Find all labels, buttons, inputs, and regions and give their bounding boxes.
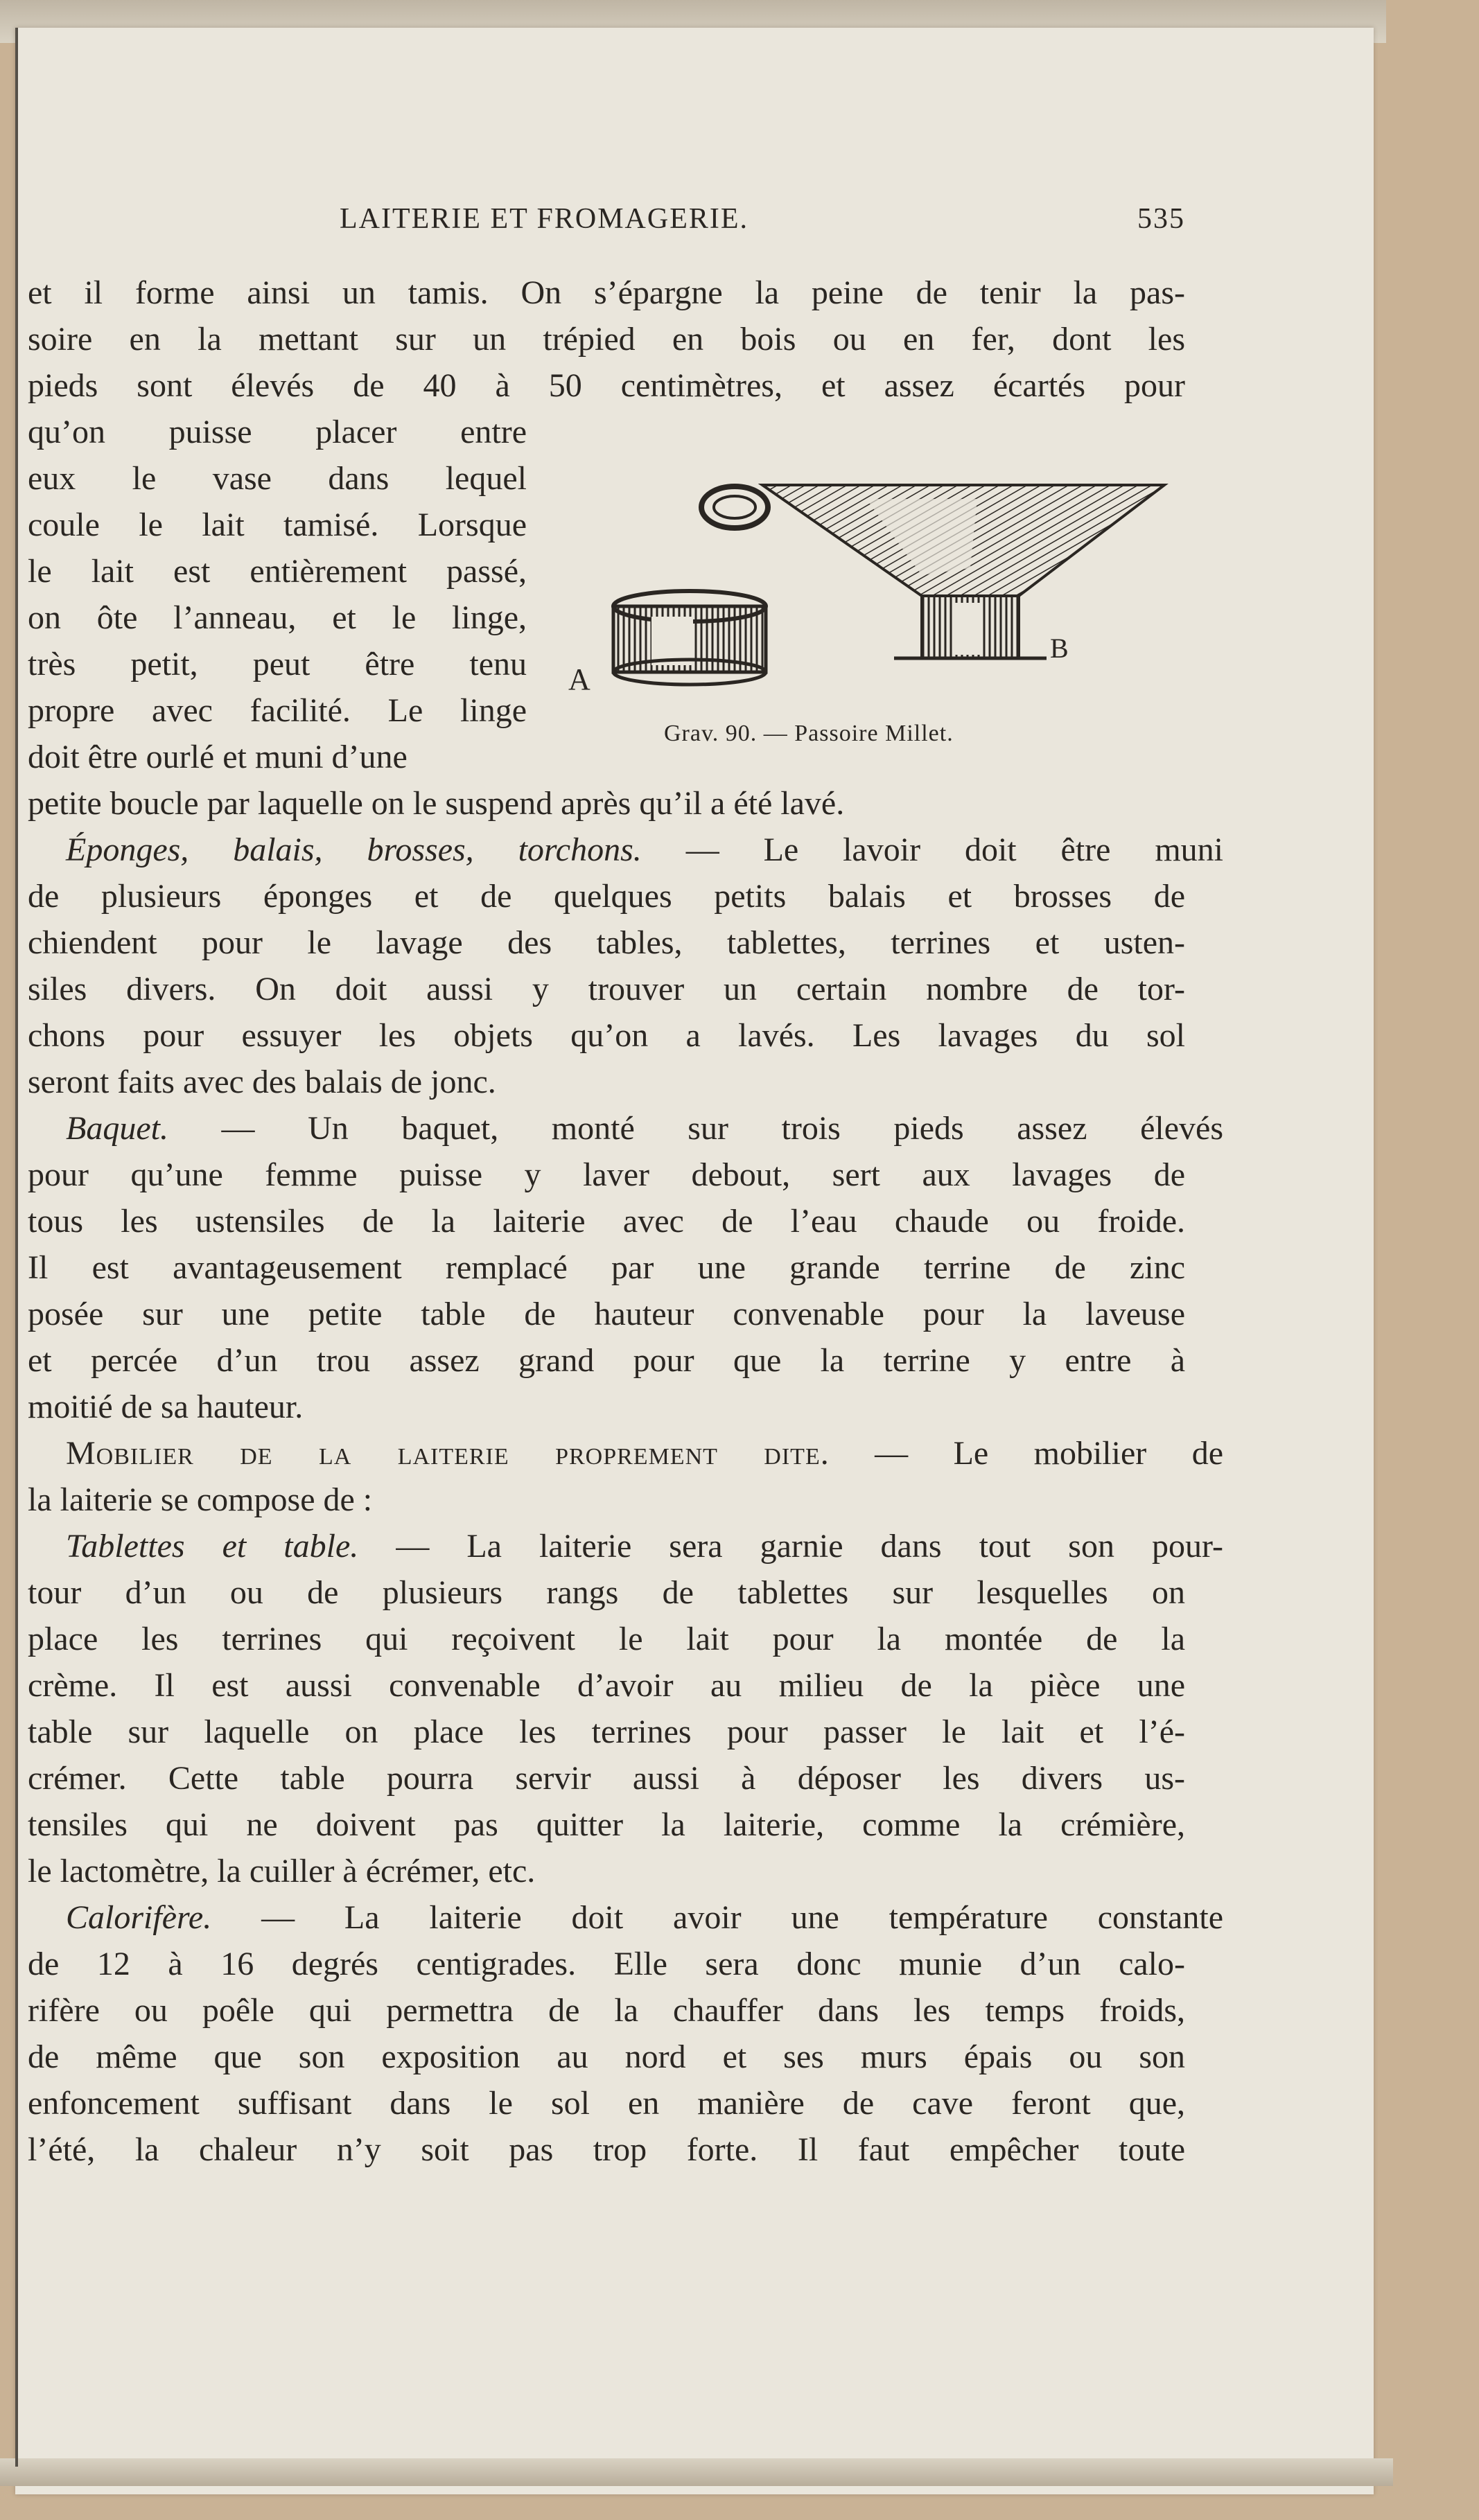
paragraph-lead-line	[28, 1106, 1223, 1152]
text-line: on ôte l’anneau, et le linge,	[28, 599, 527, 636]
text-line: crémer. Cette table pourra servir aussi à déposer les divers us-	[28, 1760, 1185, 1797]
text-line: de même que son exposition au nord et ses murs épais ou son	[28, 2038, 1185, 2075]
text-line: soire en la mettant sur un trépied en bois ou en fer, dont les	[28, 321, 1185, 358]
figure-caption: Grav. 90. — Passoire Millet.	[664, 721, 954, 746]
paragraph-lead-line	[28, 1524, 1223, 1569]
text-line: le lait est entièrement passé,	[28, 553, 527, 590]
paragraph-lead-line	[28, 1895, 1223, 1941]
text-line: Il est avantageusement remplacé par une grande terrine de zinc	[28, 1249, 1185, 1286]
text-line: posée sur une petite table de hauteur convenable pour la laveuse	[28, 1296, 1185, 1332]
text-line: très petit, peut être tenu	[28, 646, 527, 682]
text-line: tensiles qui ne doivent pas quitter la laiterie, comme la crémière,	[28, 1806, 1185, 1843]
section-heading: Mobilier de la laiterie proprement dite.	[66, 1435, 830, 1472]
paragraph-heading: Tablettes et table.	[66, 1528, 359, 1565]
text-line: petite boucle par laquelle on le suspend après qu’il a été lavé.	[28, 785, 845, 822]
text-line: de 12 à 16 degrés centigrades. Elle sera donc munie d’un calo-	[28, 1946, 1185, 1982]
running-head	[340, 202, 1185, 251]
text-line: moitié de sa hauteur.	[28, 1389, 304, 1425]
ring-a	[613, 591, 766, 685]
paragraph-text: — Un baquet, monté sur trois pieds assez élevés	[168, 1110, 1223, 1147]
text-line: propre avec facilité. Le linge	[28, 692, 527, 729]
section-lead-line	[28, 1431, 1223, 1477]
binding-rule	[15, 28, 18, 2467]
text-line: la laiterie se compose de :	[28, 1481, 373, 1518]
text-line: pour qu’une femme puisse y laver debout, sert aux lavages de	[28, 1156, 1185, 1193]
paragraph-heading: Éponges, balais, brosses, torchons.	[66, 831, 642, 868]
paragraph-lead-line	[28, 827, 1223, 873]
funnel-b	[701, 485, 1164, 658]
text-line: l’été, la chaleur n’y soit pas trop forte. Il faut empêcher toute	[28, 2131, 1185, 2168]
text-line: rifère ou poêle qui permettra de la chauffer dans les temps froids,	[28, 1992, 1185, 2029]
text-line: et il forme ainsi un tamis. On s’épargne la peine de tenir la pas-	[28, 274, 1185, 311]
text-line: et percée d’un trou assez grand pour que la terrine y entre à	[28, 1342, 1185, 1379]
strainer-illustration	[561, 457, 1185, 707]
paragraph-text: — Le mobilier de	[829, 1435, 1223, 1472]
text-line: le lactomètre, la cuiller à écrémer, etc.	[28, 1853, 536, 1889]
text-line: de plusieurs éponges et de quelques petits balais et brosses de	[28, 878, 1185, 915]
text-line: chiendent pour le lavage des tables, tablettes, terrines et usten-	[28, 924, 1185, 961]
figure-label-a: A	[568, 662, 590, 696]
page-edge-bottom	[0, 2458, 1393, 2486]
text-line: tous les ustensiles de la laiterie avec de l’eau chaude ou froide.	[28, 1203, 1185, 1240]
running-title: LAITERIE ET FROMAGERIE.	[340, 203, 749, 235]
text-line: chons pour essuyer les objets qu’on a lavés. Les lavages du sol	[28, 1017, 1185, 1054]
text-line: tour d’un ou de plusieurs rangs de tablettes sur lesquelles on	[28, 1574, 1185, 1611]
page-number: 535	[1137, 203, 1185, 235]
text-line: seront faits avec des balais de jonc.	[28, 1064, 496, 1100]
text-line: crème. Il est aussi convenable d’avoir au milieu de la pièce une	[28, 1667, 1185, 1704]
text-line: siles divers. On doit aussi y trouver un certain nombre de tor-	[28, 971, 1185, 1007]
figure-label-b: B	[1050, 633, 1069, 664]
text-line: enfoncement suffisant dans le sol en manière de cave feront que,	[28, 2085, 1185, 2122]
paragraph-text: — Le lavoir doit être muni	[641, 831, 1223, 868]
paragraph-heading: Baquet.	[66, 1110, 168, 1147]
paragraph-text: — La laiterie doit avoir une température constante	[211, 1899, 1223, 1936]
text-line: pieds sont élevés de 40 à 50 centimètres, et assez écartés pour	[28, 367, 1185, 404]
text-line: eux le vase dans lequel	[28, 460, 527, 497]
text-line: place les terrines qui reçoivent le lait pour la montée de la	[28, 1621, 1185, 1657]
text-line: coule le lait tamisé. Lorsque	[28, 506, 527, 543]
paragraph-text: — La laiterie sera garnie dans tout son pour-	[358, 1528, 1224, 1565]
text-line: doit être ourlé et muni d’une	[28, 739, 408, 775]
text-line: qu’on puisse placer entre	[28, 414, 527, 450]
paragraph-heading: Calorifère.	[66, 1899, 212, 1936]
text-line: table sur laquelle on place les terrines pour passer le lait et l’é-	[28, 1713, 1185, 1750]
